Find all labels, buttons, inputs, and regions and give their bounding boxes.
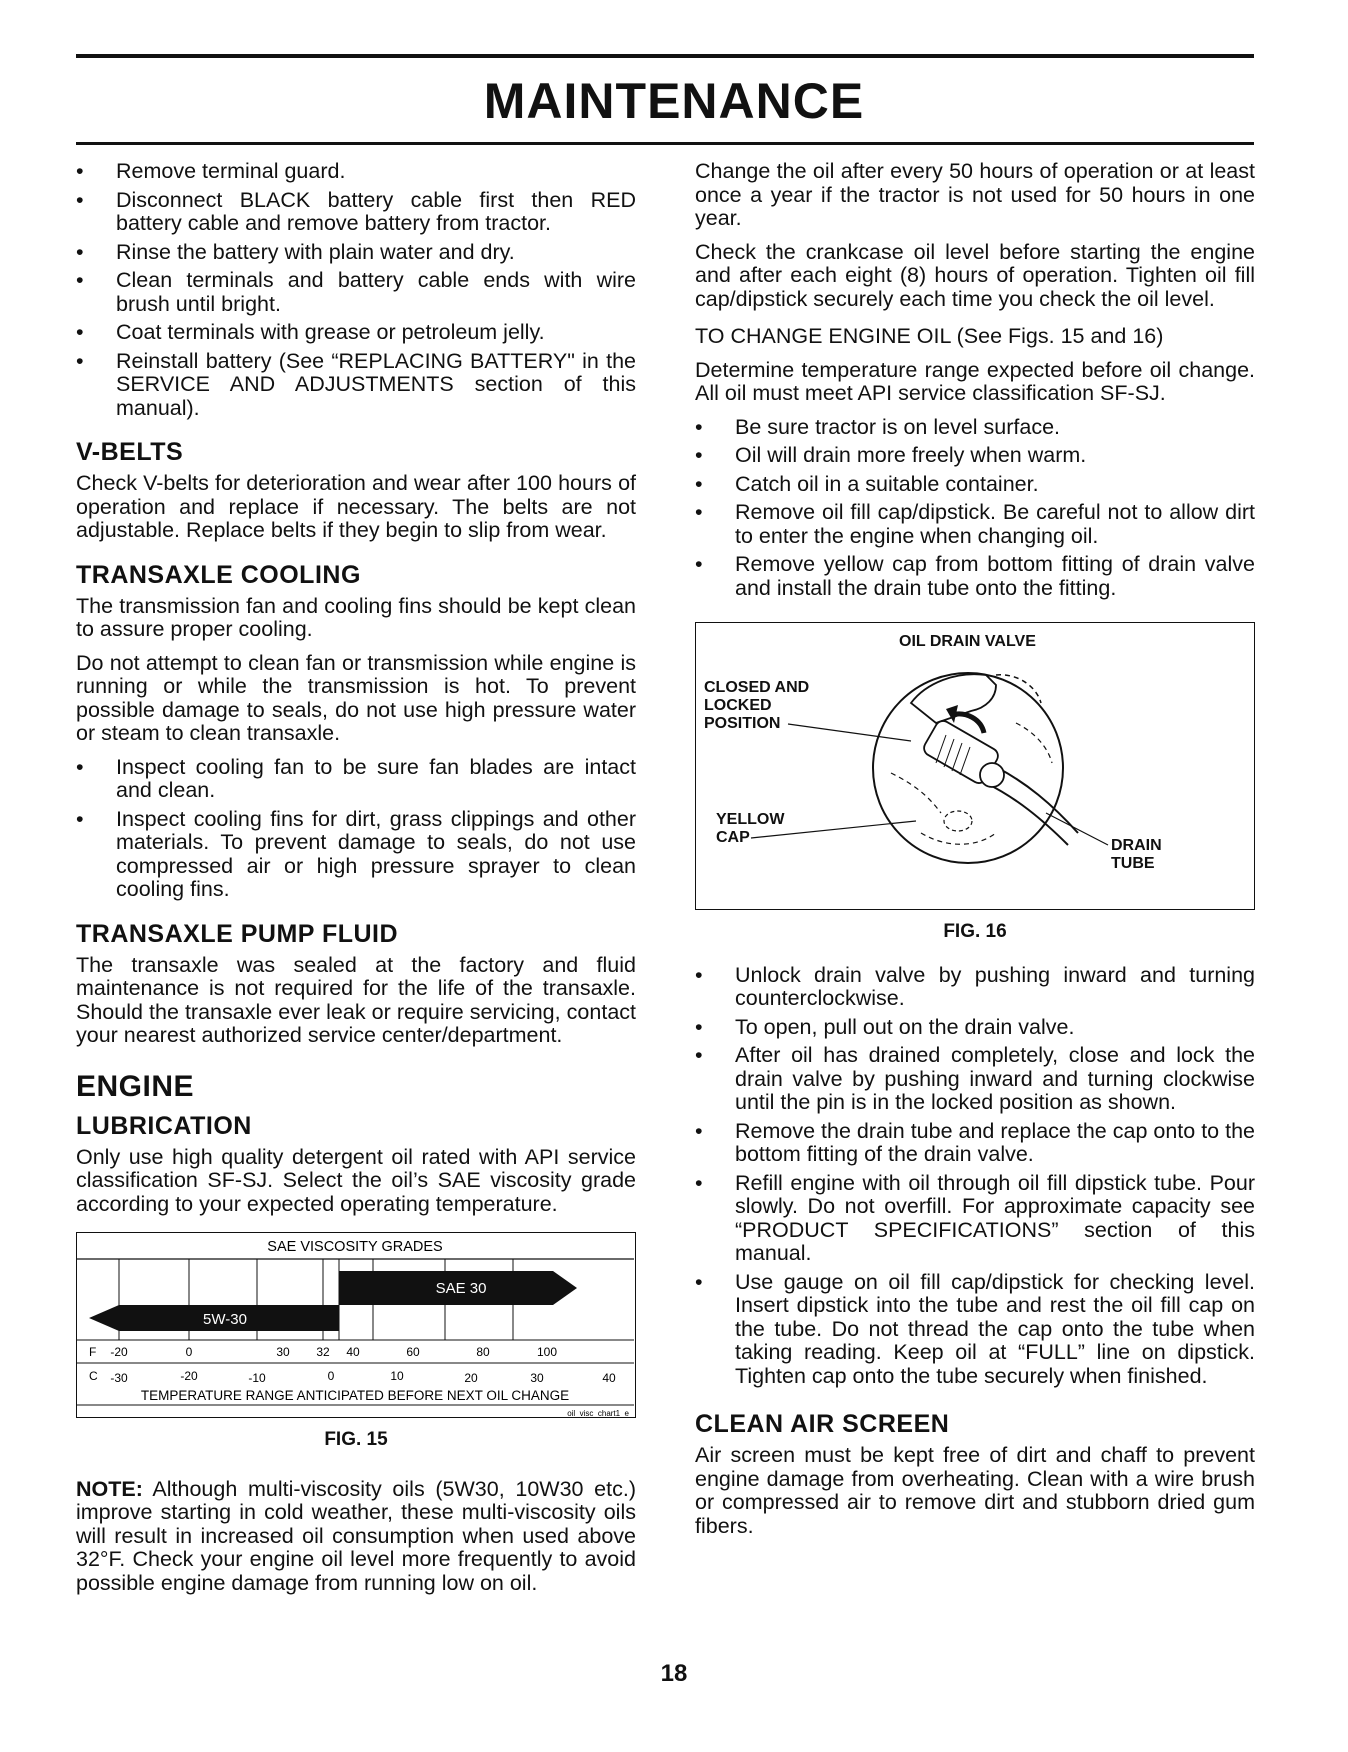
viscosity-chart xyxy=(77,1233,634,1416)
oil-drain-valve-illustration xyxy=(696,623,1253,908)
battery-steps-list xyxy=(76,160,636,420)
list-item: • To open, pull out on the drain valve. xyxy=(695,1016,1255,1040)
oil-prep-list xyxy=(695,416,1255,601)
chart-title: SAE VISCOSITY GRADES xyxy=(267,1239,443,1255)
viscosity-chart-figure xyxy=(76,1232,636,1418)
transaxle-cooling-heading: TRANSAXLE COOLING xyxy=(76,560,361,589)
list-item: • Oil will drain more freely when warm. xyxy=(695,444,1255,468)
list-item: • Remove the drain tube and replace the cap onto to the bottom fitting of the drain valve. xyxy=(695,1120,1255,1167)
lubrication-heading: LUBRICATION xyxy=(76,1111,252,1140)
transaxle-pump-heading: TRANSAXLE PUMP FLUID xyxy=(76,919,399,948)
transaxle-cooling-p1: The transmission fan and cooling fins should be kept clean to assure proper cooling. xyxy=(76,593,636,641)
list-item: • Clean terminals and battery cable ends with wire brush until bright. xyxy=(76,269,636,316)
list-item: • Be sure tractor is on level surface. xyxy=(695,416,1255,440)
oil-level-check-text: Check the crankcase oil level before starting the engine and after each eight (8) hours of operation. Tighten oil fill cap/dipstick securely each time you check the oil level. xyxy=(695,239,1255,311)
note-text: Although multi-viscosity oils (5W30, 10W30 etc.) improve starting in cold weather, these multi-viscosity oils will result in increased oil consumption when used above 32°F. Check your engine oil level more frequently to avoid possible engine damage from running low on oil. xyxy=(76,1476,636,1595)
closed-label-line3: POSITION xyxy=(704,715,781,732)
tick-label: 32 xyxy=(316,1345,330,1359)
yellow-cap-label-line1: YELLOW xyxy=(716,811,785,828)
air-screen-text: Air screen must be kept free of dirt and chaff to prevent engine damage from overheating. Clean with a wire brush or compressed air to remove dirt and stubborn dried gum fibers. xyxy=(695,1443,1255,1538)
engine-heading: ENGINE xyxy=(76,1069,195,1103)
list-item: • Refill engine with oil through oil fill dipstick tube. Pour slowly. Do not overfill. For approximate capacity see “PRODUCT SPECIFICATIONS” section of this manual. xyxy=(695,1172,1255,1266)
tick-label: 30 xyxy=(530,1371,544,1385)
note-paragraph xyxy=(76,1478,636,1596)
tick-label: 40 xyxy=(346,1345,360,1359)
list-item: • Inspect cooling fins for dirt, grass clippings and other materials. To prevent damage to seals, do not use compressed air or high pressure sprayer to clean cooling fins. xyxy=(76,808,636,902)
note-label: NOTE: xyxy=(76,1476,143,1501)
c-unit: C xyxy=(89,1369,98,1383)
header-top-rule xyxy=(76,54,1254,58)
tick-label: -20 xyxy=(180,1369,198,1383)
list-item: • Unlock drain valve by pushing inward and turning counterclockwise. xyxy=(695,964,1255,1011)
page-title: MAINTENANCE xyxy=(483,73,865,129)
tick-label: 0 xyxy=(185,1345,193,1359)
list-item: • Catch oil in a suitable container. xyxy=(695,473,1255,497)
fig16-caption: FIG. 16 xyxy=(943,921,1007,942)
left-column xyxy=(76,160,636,1605)
change-oil-heading: TO CHANGE ENGINE OIL (See Figs. 15 and 16) xyxy=(695,324,1164,348)
sae30-label: SAE 30 xyxy=(435,1280,487,1297)
lubrication-text: Only use high quality detergent oil rated with API service classification SF-SJ. Select the oil’s SAE viscosity grade according to your expected operating temperature. xyxy=(76,1144,636,1216)
oil-drain-steps-list xyxy=(695,964,1255,1389)
tick-label: -30 xyxy=(110,1371,128,1385)
tick-label: -10 xyxy=(248,1371,266,1385)
fig15-caption: FIG. 15 xyxy=(324,1429,388,1450)
tick-label: 40 xyxy=(602,1371,616,1385)
tick-label: 20 xyxy=(464,1371,478,1385)
list-item: • Inspect cooling fan to be sure fan blades are intact and clean. xyxy=(76,756,636,803)
chart-code: oil_visc_chart1_e xyxy=(567,1409,629,1416)
tick-label: 30 xyxy=(276,1345,290,1359)
air-screen-heading: CLEAN AIR SCREEN xyxy=(695,1410,950,1438)
transaxle-cooling-list xyxy=(76,756,636,902)
list-item: • Rinse the battery with plain water and dry. xyxy=(76,241,636,265)
5w30-label: 5W-30 xyxy=(203,1311,247,1328)
drain-tube-label-line1: DRAIN xyxy=(1111,837,1162,854)
tick-label: 80 xyxy=(476,1345,490,1359)
page-number: 18 xyxy=(660,1660,688,1687)
list-item: • Disconnect BLACK battery cable first then RED battery cable and remove battery from tractor. xyxy=(76,189,636,236)
tick-label: -20 xyxy=(110,1345,128,1359)
closed-label-line1: CLOSED AND xyxy=(704,679,810,696)
vbelts-heading: V-BELTS xyxy=(76,438,184,466)
tick-label: 10 xyxy=(390,1369,404,1383)
list-item: • Remove oil fill cap/dipstick. Be careful not to allow dirt to enter the engine when changing oil. xyxy=(695,501,1255,548)
oil-drain-valve-figure xyxy=(695,622,1255,910)
header-bottom-rule xyxy=(76,142,1254,145)
list-item: • Remove yellow cap from bottom fitting of drain valve and install the drain tube onto the fitting. xyxy=(695,553,1255,600)
list-item: • Coat terminals with grease or petroleum jelly. xyxy=(76,321,636,345)
chart-footer: TEMPERATURE RANGE ANTICIPATED BEFORE NEXT OIL CHANGE xyxy=(140,1388,570,1403)
vbelts-text: Check V-belts for deterioration and wear after 100 hours of operation and replace if necessary. The belts are not adjustable. Replace belts if they begin to slip from wear. xyxy=(76,471,636,542)
tick-label: 0 xyxy=(327,1369,335,1383)
closed-label-line2: LOCKED xyxy=(704,697,772,714)
list-item: • Reinstall battery (See “REPLACING BATTERY" in the SERVICE AND ADJUSTMENTS section of this manual). xyxy=(76,350,636,421)
transaxle-cooling-p2: Do not attempt to clean fan or transmission while engine is running or while the transmission is hot. To prevent possible damage to seals, do not use high pressure water or steam to clean transaxle. xyxy=(76,650,636,745)
oil-change-interval-text: Change the oil after every 50 hours of operation or at least once a year if the tractor is not used for 50 hours in one year. xyxy=(695,159,1255,230)
right-column xyxy=(695,160,1255,1548)
yellow-cap-label-line2: CAP xyxy=(716,829,750,846)
drain-tube-label-line2: TUBE xyxy=(1111,855,1155,872)
temperature-range-text: Determine temperature range expected before oil change. All oil must meet API service classification SF-SJ. xyxy=(695,357,1255,405)
list-item: • Remove terminal guard. xyxy=(76,160,636,184)
transaxle-pump-text: The transaxle was sealed at the factory and fluid maintenance is not required for the life of the transaxle. Should the transaxle ever leak or require servicing, contact your nearest authorized service center/department. xyxy=(76,952,636,1047)
fig16-title: OIL DRAIN VALVE xyxy=(899,633,1036,650)
f-unit: F xyxy=(89,1345,97,1359)
tick-label: 60 xyxy=(406,1345,420,1359)
list-item: • Use gauge on oil fill cap/dipstick for checking level. Insert dipstick into the tube and rest the oil fill cap on the tube. Do not thread the cap onto the tube when taking reading. Keep oil at “FULL” line on dipstick. Tighten cap onto the tube securely when finished. xyxy=(695,1271,1255,1389)
list-item: • After oil has drained completely, close and lock the drain valve by pushing inward and turning clockwise until the pin is in the locked position as shown. xyxy=(695,1044,1255,1115)
tick-label: 100 xyxy=(536,1345,558,1359)
